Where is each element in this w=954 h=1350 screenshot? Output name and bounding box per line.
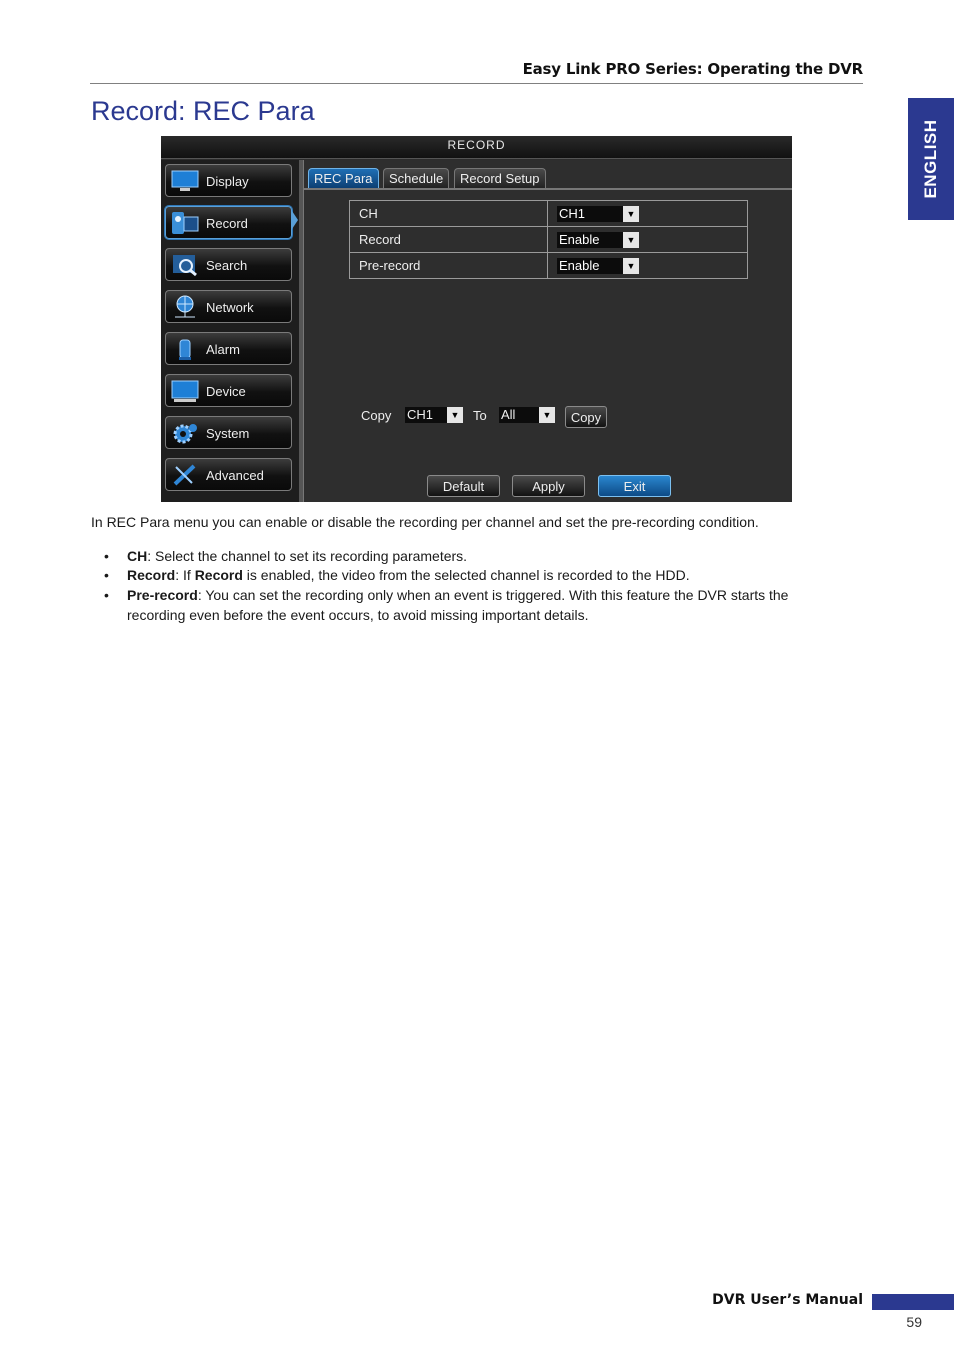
sidebar-item-display[interactable] [165, 164, 292, 197]
bullet-desc: : You can set the recording only when an event is triggered. With this feature the DVR starts the recording even before the event occurs, to avoid missing important details. [127, 587, 789, 623]
sidebar-item-label: Network [206, 300, 254, 315]
copy-from-select[interactable] [405, 407, 463, 423]
bullet-desc: : If [175, 567, 195, 583]
record-select[interactable] [557, 232, 639, 248]
sidebar-item-alarm[interactable] [165, 332, 292, 365]
sidebar-item-label: System [206, 426, 250, 441]
sidebar-item-advanced[interactable] [165, 458, 292, 491]
bullet-icon: • [104, 548, 109, 564]
chevron-down-icon[interactable]: ▼ [623, 206, 639, 222]
rec-para-table [349, 200, 748, 279]
table-row [350, 201, 748, 227]
bullet-record [127, 566, 827, 586]
sidebar-item-search[interactable] [165, 248, 292, 281]
bullet-pre-record [127, 586, 827, 625]
select-value: Enable [559, 231, 600, 247]
bullet-term: CH [127, 548, 148, 564]
copy-to-label: To [473, 408, 487, 423]
monitor-icon [170, 169, 200, 193]
chevron-down-icon[interactable]: ▼ [623, 232, 639, 248]
tab-schedule[interactable]: Schedule [383, 168, 449, 188]
dvr-content-panel [303, 160, 792, 502]
gear-icon [170, 421, 200, 445]
chevron-down-icon[interactable]: ▼ [539, 407, 555, 423]
alarm-icon [170, 337, 200, 361]
table-row [350, 227, 748, 253]
pre-record-select[interactable] [557, 258, 639, 274]
channel-select[interactable] [557, 206, 639, 222]
tools-icon [170, 463, 200, 487]
tab-bar [304, 162, 792, 190]
sidebar-item-device[interactable] [165, 374, 292, 407]
table-row [350, 253, 748, 279]
select-value: Enable [559, 257, 600, 273]
bullet-term: Pre-record [127, 587, 198, 603]
setting-value-cell [548, 253, 748, 279]
copy-to-select[interactable] [499, 407, 555, 423]
sidebar-item-label: Search [206, 258, 248, 273]
bullet-icon: • [104, 567, 109, 583]
language-label: ENGLISH [921, 119, 940, 199]
setting-label: Record [350, 227, 548, 253]
bullet-desc: is enabled, the video from the selected channel is recorded to the HDD. [242, 567, 690, 583]
page-number: 59 [906, 1314, 922, 1330]
setting-label: Pre-record [350, 253, 548, 279]
bullet-desc: : Select the channel to set its recording parameters. [147, 548, 468, 564]
sidebar-item-label: Display [206, 174, 249, 189]
footer-manual-title: DVR User’s Manual [712, 1292, 863, 1308]
apply-button[interactable]: Apply [512, 475, 585, 497]
running-header: Easy Link PRO Series: Operating the DVR [522, 60, 863, 78]
sidebar-item-label: Device [206, 384, 246, 399]
chevron-down-icon[interactable]: ▼ [623, 258, 639, 274]
setting-value-cell [548, 227, 748, 253]
record-icon [170, 211, 200, 235]
dvr-sidebar [161, 160, 303, 502]
bullet-ch [127, 547, 827, 567]
setting-label: CH [350, 201, 548, 227]
bullet-term-inline: Record [194, 567, 243, 583]
dvr-window-title: RECORD [161, 136, 792, 159]
sidebar-item-label: Advanced [206, 468, 264, 483]
search-icon [170, 253, 200, 277]
language-tab [908, 98, 954, 220]
bullet-term: Record [127, 567, 176, 583]
intro-paragraph: In REC Para menu you can enable or disable the recording per channel and set the pre-recording condition. [91, 514, 759, 530]
default-button[interactable]: Default [427, 475, 500, 497]
sidebar-item-network[interactable] [165, 290, 292, 323]
chevron-down-icon[interactable]: ▼ [447, 407, 463, 423]
tab-rec-para[interactable]: REC Para [308, 168, 379, 188]
network-icon [170, 295, 200, 319]
select-value: CH1 [407, 407, 434, 422]
header-divider [90, 83, 863, 84]
copy-button[interactable]: Copy [565, 406, 607, 428]
copy-label: Copy [361, 408, 392, 423]
sidebar-item-system[interactable] [165, 416, 292, 449]
dvr-record-screen [161, 136, 792, 502]
select-value: All [501, 407, 516, 422]
page-title: Record: REC Para [91, 96, 315, 126]
active-indicator-arrow [292, 211, 298, 229]
tab-record-setup[interactable]: Record Setup [454, 168, 546, 188]
bullet-icon: • [104, 587, 109, 603]
device-icon [170, 379, 200, 403]
sidebar-item-label: Record [206, 216, 248, 231]
exit-button[interactable]: Exit [598, 475, 671, 497]
footer-accent-bar [872, 1294, 954, 1310]
select-value: CH1 [559, 205, 586, 221]
sidebar-item-record[interactable] [165, 206, 292, 239]
sidebar-item-label: Alarm [206, 342, 240, 357]
setting-value-cell [548, 201, 748, 227]
